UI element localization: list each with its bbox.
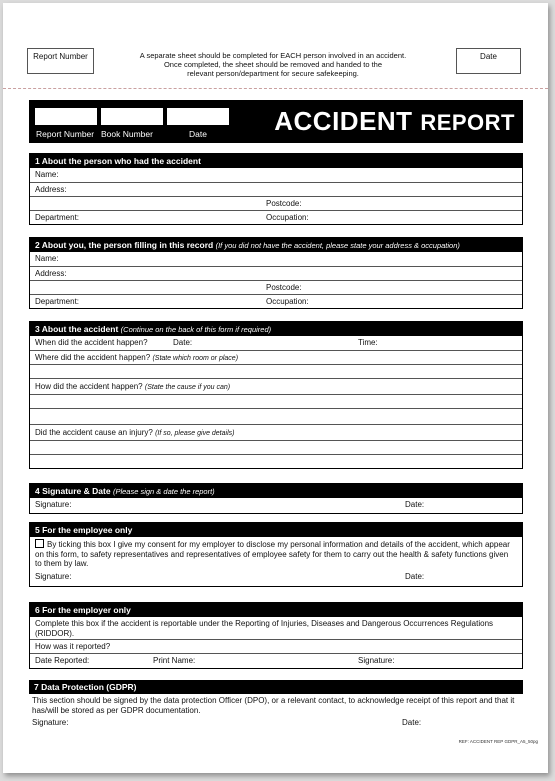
s3-injury-blank-row-1[interactable] (30, 440, 522, 454)
header-date-field[interactable] (167, 108, 229, 125)
section-3-heading: 3 About the accident (Continue on the back of this form if required) (30, 322, 522, 336)
section-2 (29, 237, 523, 309)
section-5 (29, 522, 523, 587)
section-6-heading: 6 For the employer only (30, 603, 522, 617)
s5-signature-row[interactable]: Signature: Date: (35, 571, 425, 581)
s3-how-blank-row-1[interactable] (30, 394, 522, 408)
s3-how-row[interactable]: How did the accident happen? (State the cause if you can) (30, 378, 522, 394)
top-instructions: A separate sheet should be completed for EACH person involved in an accident. Once completed, the sheet should be removed and handed to the relevant person/department for secure safekeeping. (139, 51, 407, 78)
s1-department-row[interactable]: Department: Occupation: (30, 210, 522, 224)
s6-riddor-text: Complete this box if the accident is reportable under the Reporting of Injuries, Diseases and Dangerous Occurrences Regulations (RIDDOR). (35, 619, 494, 638)
s4-signature-row[interactable]: Signature: Date: (35, 500, 425, 509)
s5-consent-text: By ticking this box I give my consent for my employer to disclose my personal information and details of the accident, which appear on this form, to safety representatives and representatives of employee safety for them to carry out the health & safety functions given to them by law. (35, 540, 510, 568)
section-5-heading: 5 For the employee only (30, 523, 522, 537)
s6-date-reported-row[interactable]: Date Reported: Print Name: Signature: (30, 653, 522, 668)
s3-where-blank-row[interactable] (30, 364, 522, 378)
section-3 (29, 321, 523, 469)
s2-name-row[interactable]: Name: (35, 254, 59, 263)
section-7-heading: 7 Data Protection (GDPR) (29, 680, 523, 694)
s3-when-row[interactable]: When did the accident happen? Date: Time: (35, 338, 378, 347)
s7-gdpr-text: This section should be signed by the data protection Officer (DPO), or a relevant contact, to acknowledge receipt of this report and that it has/will be stored as per GDPR documentation. (32, 696, 515, 715)
book-number-label: Book Number (101, 129, 153, 139)
perforation-line (3, 88, 548, 89)
s6-how-reported-row[interactable]: How was it reported? (30, 639, 522, 653)
s3-injury-blank-row-2[interactable] (30, 454, 522, 468)
s1-postcode-row[interactable]: Postcode: (30, 196, 522, 210)
s2-department-row[interactable]: Department: Occupation: (30, 294, 522, 308)
s3-where-row[interactable]: Where did the accident happen? (State which room or place) (30, 350, 522, 364)
report-number-label: Report Number (36, 129, 95, 139)
report-number-field[interactable] (35, 108, 97, 125)
book-number-field[interactable] (101, 108, 163, 125)
page-title: ACCIDENT REPORT (274, 106, 515, 136)
form-reference: REF: ACCIDENT REP GDPR_A5_50pg (458, 739, 538, 744)
s1-name-row[interactable]: Name: (35, 170, 59, 179)
section-7 (29, 680, 523, 730)
top-report-number-box[interactable]: Report Number (27, 48, 94, 74)
accident-report-sheet (3, 3, 548, 773)
s7-signature-row[interactable]: Signature: Date: (32, 718, 422, 727)
section-1 (29, 153, 523, 225)
s2-address-row[interactable]: Address: (30, 266, 522, 280)
section-1-heading: 1 About the person who had the accident (30, 154, 522, 168)
s3-injury-row[interactable]: Did the accident cause an injury? (If so, please give details) (30, 424, 522, 440)
section-2-heading: 2 About you, the person filling in this record (If you did not have the accident, please state your address & occupation) (30, 238, 522, 252)
section-4-heading: 4 Signature & Date (Please sign & date the report) (30, 484, 522, 498)
s2-postcode-row[interactable]: Postcode: (30, 280, 522, 294)
s3-how-blank-row-2[interactable] (30, 408, 522, 424)
section-4 (29, 483, 523, 514)
s1-address-row[interactable]: Address: (30, 182, 522, 196)
section-6 (29, 602, 523, 669)
consent-checkbox[interactable] (35, 539, 44, 548)
top-date-box[interactable]: Date (456, 48, 521, 74)
header-date-label: Date (189, 129, 207, 139)
report-header (29, 100, 523, 143)
